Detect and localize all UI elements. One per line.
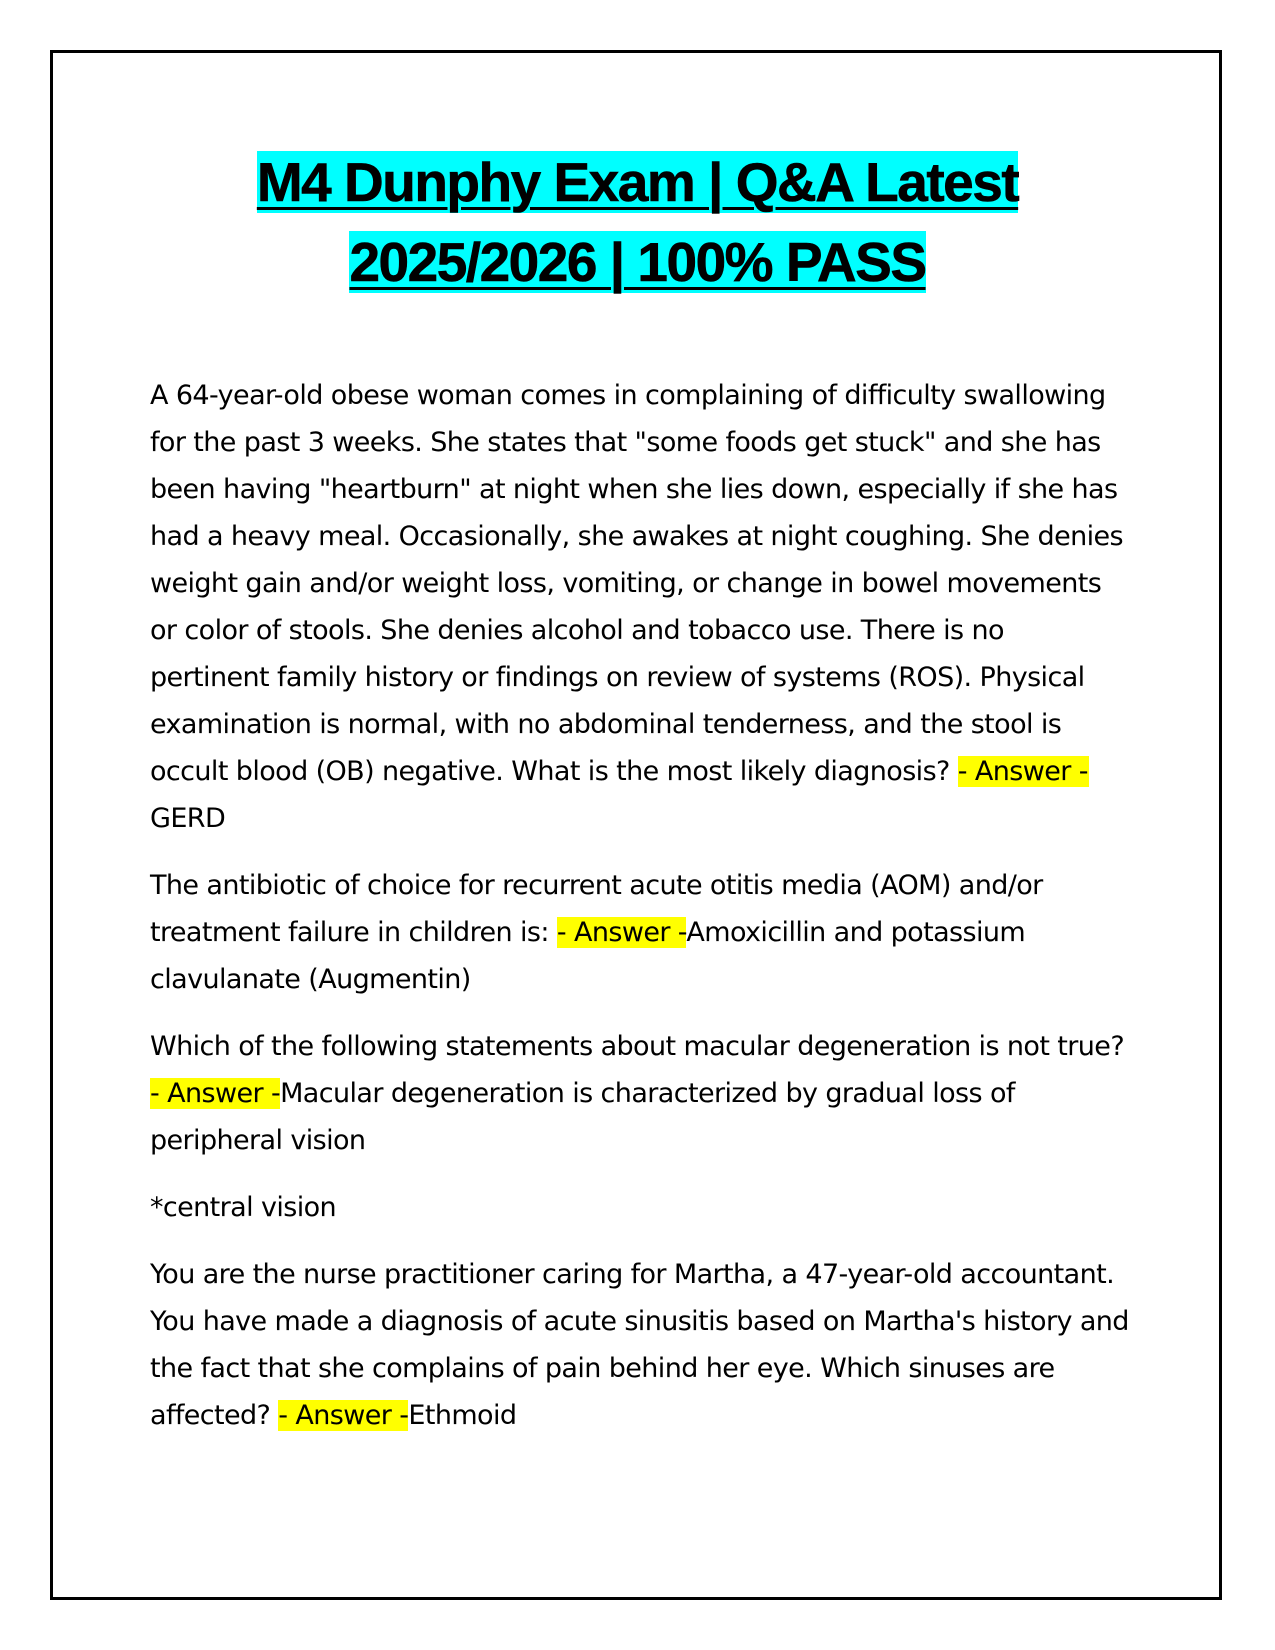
note-central-vision: *central vision: [150, 1192, 337, 1223]
answer-text: Macular degeneration is characterized by gradual loss of peripheral vision: [150, 1078, 1015, 1156]
question-text: Which of the following statements about macular degeneration is not true?: [150, 1031, 1125, 1062]
answer-text: Amoxicillin and potassium clavulanate (Augmentin): [150, 917, 1026, 995]
answer-marker: - Answer -: [556, 917, 687, 948]
answer-marker: - Answer -: [150, 1078, 281, 1109]
question-text: A 64-year-old obese woman comes in complaining of difficulty swallowing for the past 3 weeks. She states that "some foods get stuck" and she has been having "heartburn" at night when she lies down, especially if she has had a heavy meal. Occasionally, she awakes at night coughing. She denies weight gain and/or weight loss, vomiting, or change in bowel movements or color of stools. She denies alcohol and tobacco use. There is no pertinent family history or findings on review of systems (ROS). Physical examination is normal, with no abdominal tenderness, and the stool is occult blood (OB) negative. What is the most likely diagnosis?: [150, 380, 1123, 787]
answer-text: Ethmoid: [408, 1400, 517, 1431]
title-line-2: 2025/2026 | 100% PASS: [349, 231, 926, 293]
question-text: The antibiotic of choice for recurrent acute otitis media (AOM) and/or treatment failure in children is:: [150, 870, 1043, 948]
answer-marker: - Answer -: [278, 1400, 409, 1431]
answer-text: GERD: [150, 803, 226, 834]
qa-item-4: [150, 1251, 1130, 1439]
question-text: You are the nurse practitioner caring for Martha, a 47-year-old accountant. You have made a diagnosis of acute sinusitis based on Martha's history and the fact that she complains of pain behind her eye. Which sinuses are affected?: [150, 1259, 1129, 1431]
qa-item-3: [150, 1023, 1130, 1164]
qa-content: [150, 372, 1130, 1459]
qa-item-2: [150, 862, 1130, 1003]
qa-item-1: [150, 372, 1130, 842]
document-title: [100, 142, 1175, 302]
title-line-1: M4 Dunphy Exam | Q&A Latest: [256, 151, 1019, 213]
answer-marker: - Answer -: [957, 756, 1089, 787]
